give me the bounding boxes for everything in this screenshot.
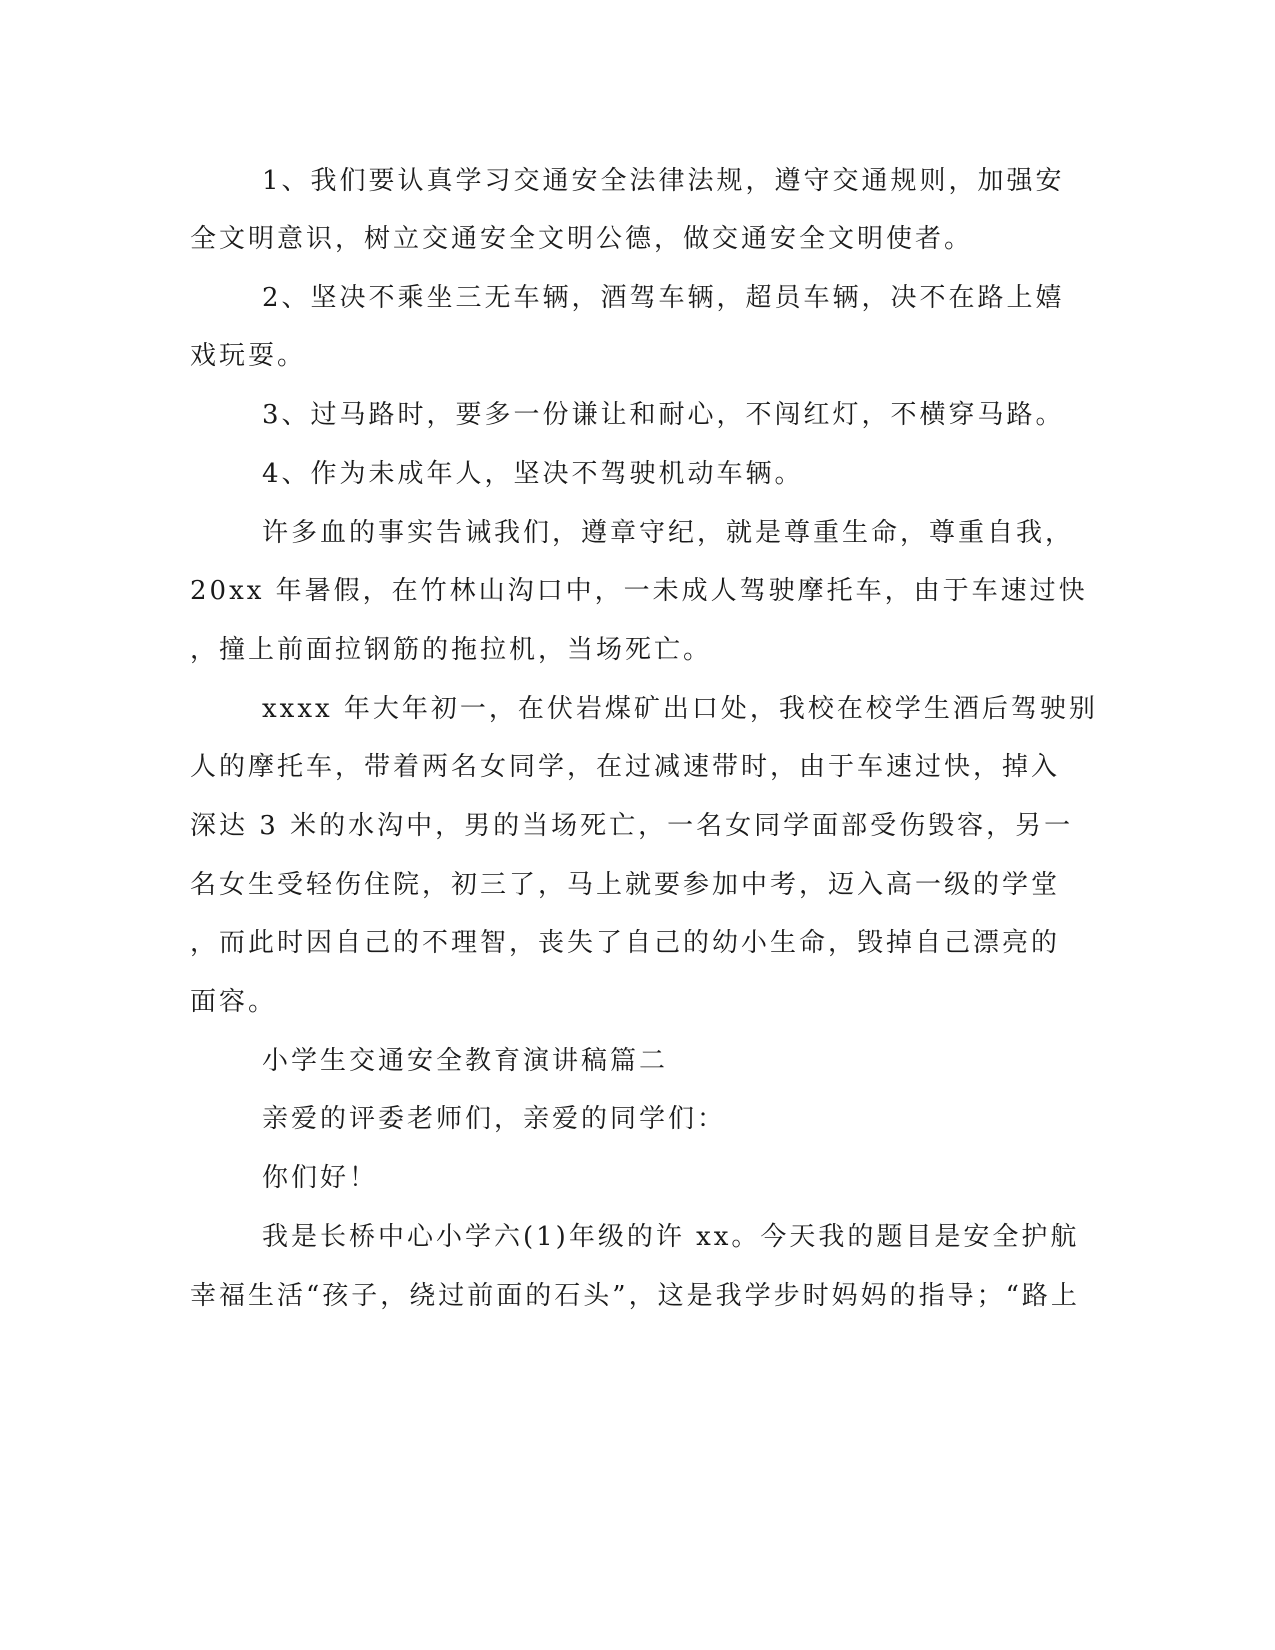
text-line: 4、作为未成年人，坚决不驾驶机动车辆。 [262,459,804,489]
text-line: ，而此时因自己的不理智，丧失了自己的幼小生命，毁掉自己漂亮的 [190,928,1061,958]
text-line: 3、过马路时，要多一份谦让和耐心，不闯红灯，不横穿马路。 [262,400,1065,430]
text-line: 幸福生活“孩子，绕过前面的石头”，这是我学步时妈妈的指导；“路上 [190,1281,1080,1311]
text-line: 许多血的事实告诫我们，遵章守纪，就是尊重生命，尊重自我， [262,518,1075,548]
text-line: 深达 3 米的水沟中，男的当场死亡，一名女同学面部受伤毁容，另一 [190,811,1074,841]
text-line: 2、坚决不乘坐三无车辆，酒驾车辆，超员车辆，决不在路上嬉 [262,283,1065,313]
greeting: 你们好！ [262,1163,379,1193]
text-line: xxxx 年大年初一，在伏岩煤矿出口处，我校在校学生酒后驾驶别 [262,694,1098,724]
text-line: ，撞上前面拉钢筋的拖拉机，当场死亡。 [190,635,713,665]
text-line: 名女生受轻伤住院，初三了，马上就要参加中考，迈入高一级的学堂 [190,870,1061,900]
text-line: 20xx 年暑假，在竹林山沟口中，一未成人驾驶摩托车，由于车速过快 [190,576,1088,606]
text-line: 面容。 [190,987,278,1017]
text-line: 戏玩耍。 [190,341,307,371]
text-line: 全文明意识，树立交通安全文明公德，做交通安全文明使者。 [190,224,974,254]
text-line: 我是长桥中心小学六(1)年级的许 xx。今天我的题目是安全护航 [262,1222,1080,1252]
salutation: 亲爱的评委老师们，亲爱的同学们： [262,1104,727,1134]
text-line: 人的摩托车，带着两名女同学，在过减速带时，由于车速过快，掉入 [190,752,1061,782]
section-heading: 小学生交通安全教育演讲稿篇二 [262,1046,669,1076]
text-line: 1、我们要认真学习交通安全法律法规，遵守交通规则，加强安 [262,166,1065,196]
